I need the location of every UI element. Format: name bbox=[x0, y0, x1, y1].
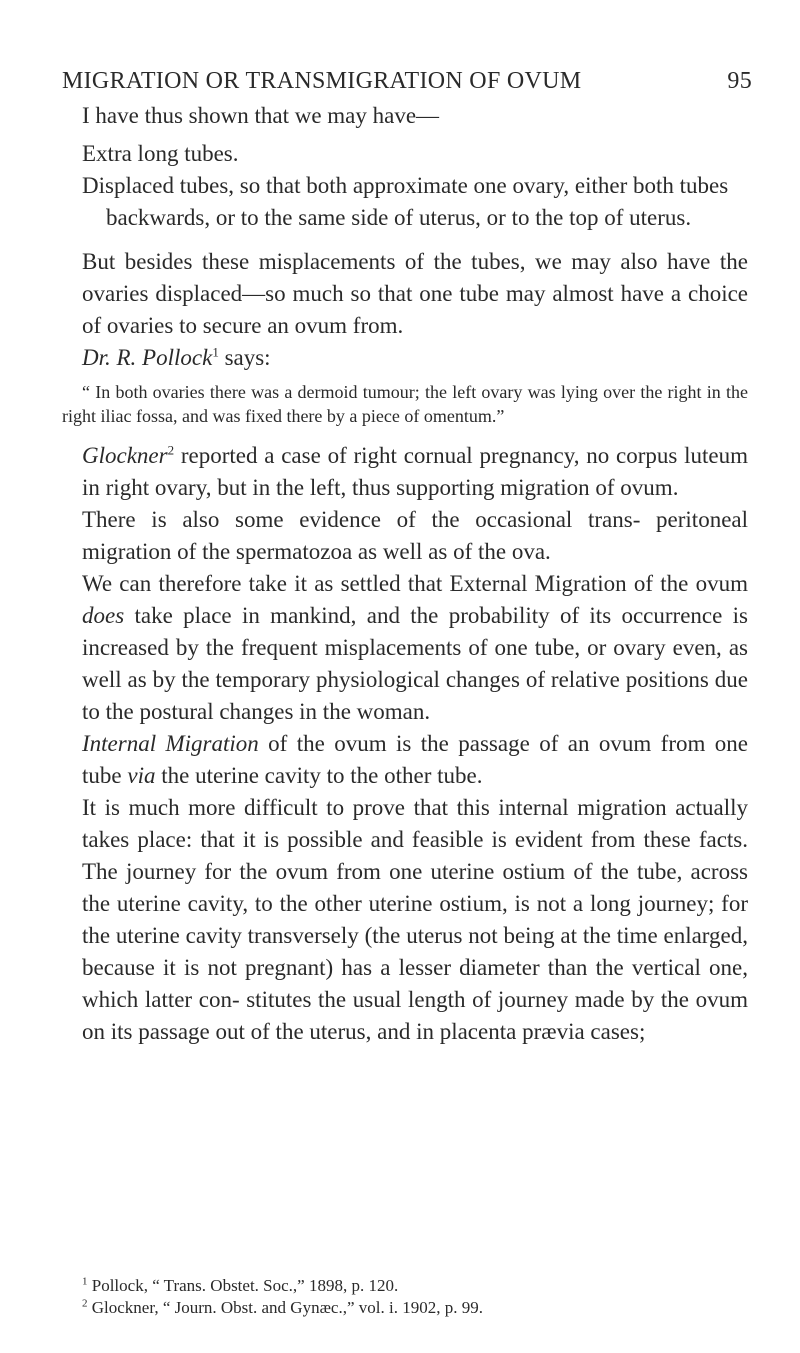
footnote-text: Glockner, “ Journ. Obst. and Gynæc.,” vol. i. 1902, p. 99. bbox=[87, 1298, 483, 1317]
emphasis: does bbox=[82, 603, 125, 628]
footnote bbox=[62, 1297, 748, 1319]
quote-text: “ In both ovaries there was a dermoid tumour; the left ovary was lying over the right in the right iliac fossa, and was fixed there by a piece of omentum.” bbox=[62, 382, 748, 426]
footnotes bbox=[62, 1275, 748, 1319]
footnote-text: Pollock, “ Trans. Obstet. Soc.,” 1898, p. 120. bbox=[87, 1276, 399, 1295]
paragraph-text: says: bbox=[218, 345, 271, 370]
paragraph: There is also some evidence of the occasional trans- peritoneal migration of the spermatozoa as well as of the ova. bbox=[82, 507, 748, 564]
footnote-mark: 1 bbox=[82, 1275, 88, 1288]
emphasis: via bbox=[127, 763, 156, 788]
paragraph-text: the uterine cavity to the other tube. bbox=[155, 763, 483, 788]
footnote bbox=[62, 1275, 748, 1297]
paragraph bbox=[62, 728, 748, 792]
paragraph bbox=[62, 440, 748, 504]
paragraph-text: We can therefore take it as settled that External Migration of the ovum bbox=[82, 571, 748, 596]
paragraph bbox=[62, 568, 748, 728]
paragraph-text: take place in mankind, and the probability of its occurrence is increased by the frequent misplacements of one tube, or ovary even, as well as by the temporary physiological changes of relative positions due to the postural changes in the woman. bbox=[82, 603, 748, 724]
paragraph: I have thus shown that we may have— bbox=[82, 103, 440, 128]
body-text bbox=[62, 100, 748, 1048]
footnote-mark: 2 bbox=[82, 1297, 88, 1310]
footnote-ref: 1 bbox=[212, 344, 219, 360]
paragraph-text: of the ovum is the passage of an ovum from one tube bbox=[82, 731, 748, 788]
page-number: 95 bbox=[727, 68, 752, 94]
paragraph: But besides these misplacements of the tubes, we may also have the ovaries displaced—so much so that one tube may almost have a choice of ovaries to secure an ovum from. bbox=[82, 249, 748, 338]
list-item: Extra long tubes. bbox=[82, 141, 239, 166]
list-item: Displaced tubes, so that both approximate one ovary, either both tubes backwards, or to the same side of uterus, or to the top of uterus. bbox=[82, 173, 729, 230]
block-quote bbox=[62, 380, 748, 428]
paragraph-text: reported a case of right cornual pregnancy, no corpus luteum in right ovary, but in the left, thus supporting migration of ovum. bbox=[82, 443, 748, 500]
emphasis: Internal Migration bbox=[82, 731, 259, 756]
author-name: Dr. R. Pollock bbox=[82, 345, 213, 370]
paragraph bbox=[62, 342, 748, 374]
running-head-title: MIGRATION OR TRANSMIGRATION OF OVUM bbox=[62, 68, 582, 94]
author-name: Glockner bbox=[82, 443, 168, 468]
footnote-ref: 2 bbox=[167, 442, 175, 458]
paragraph: It is much more difficult to prove that this internal migration actually takes place: that it is possible and feasible is evident from these facts. The journey for the ovum from one uterine ostium of the tube, across the uterine cavity, to the other uterine ostium, is not a long journey; for the uterine cavity transversely (the uterus not being at the time enlarged, because it is not pregnant) has a lesser diameter than the vertical one, which latter con- stitutes the usual length of journey made by the ovum on its passage out of the uterus, and in placenta prævia cases; bbox=[82, 795, 748, 1044]
